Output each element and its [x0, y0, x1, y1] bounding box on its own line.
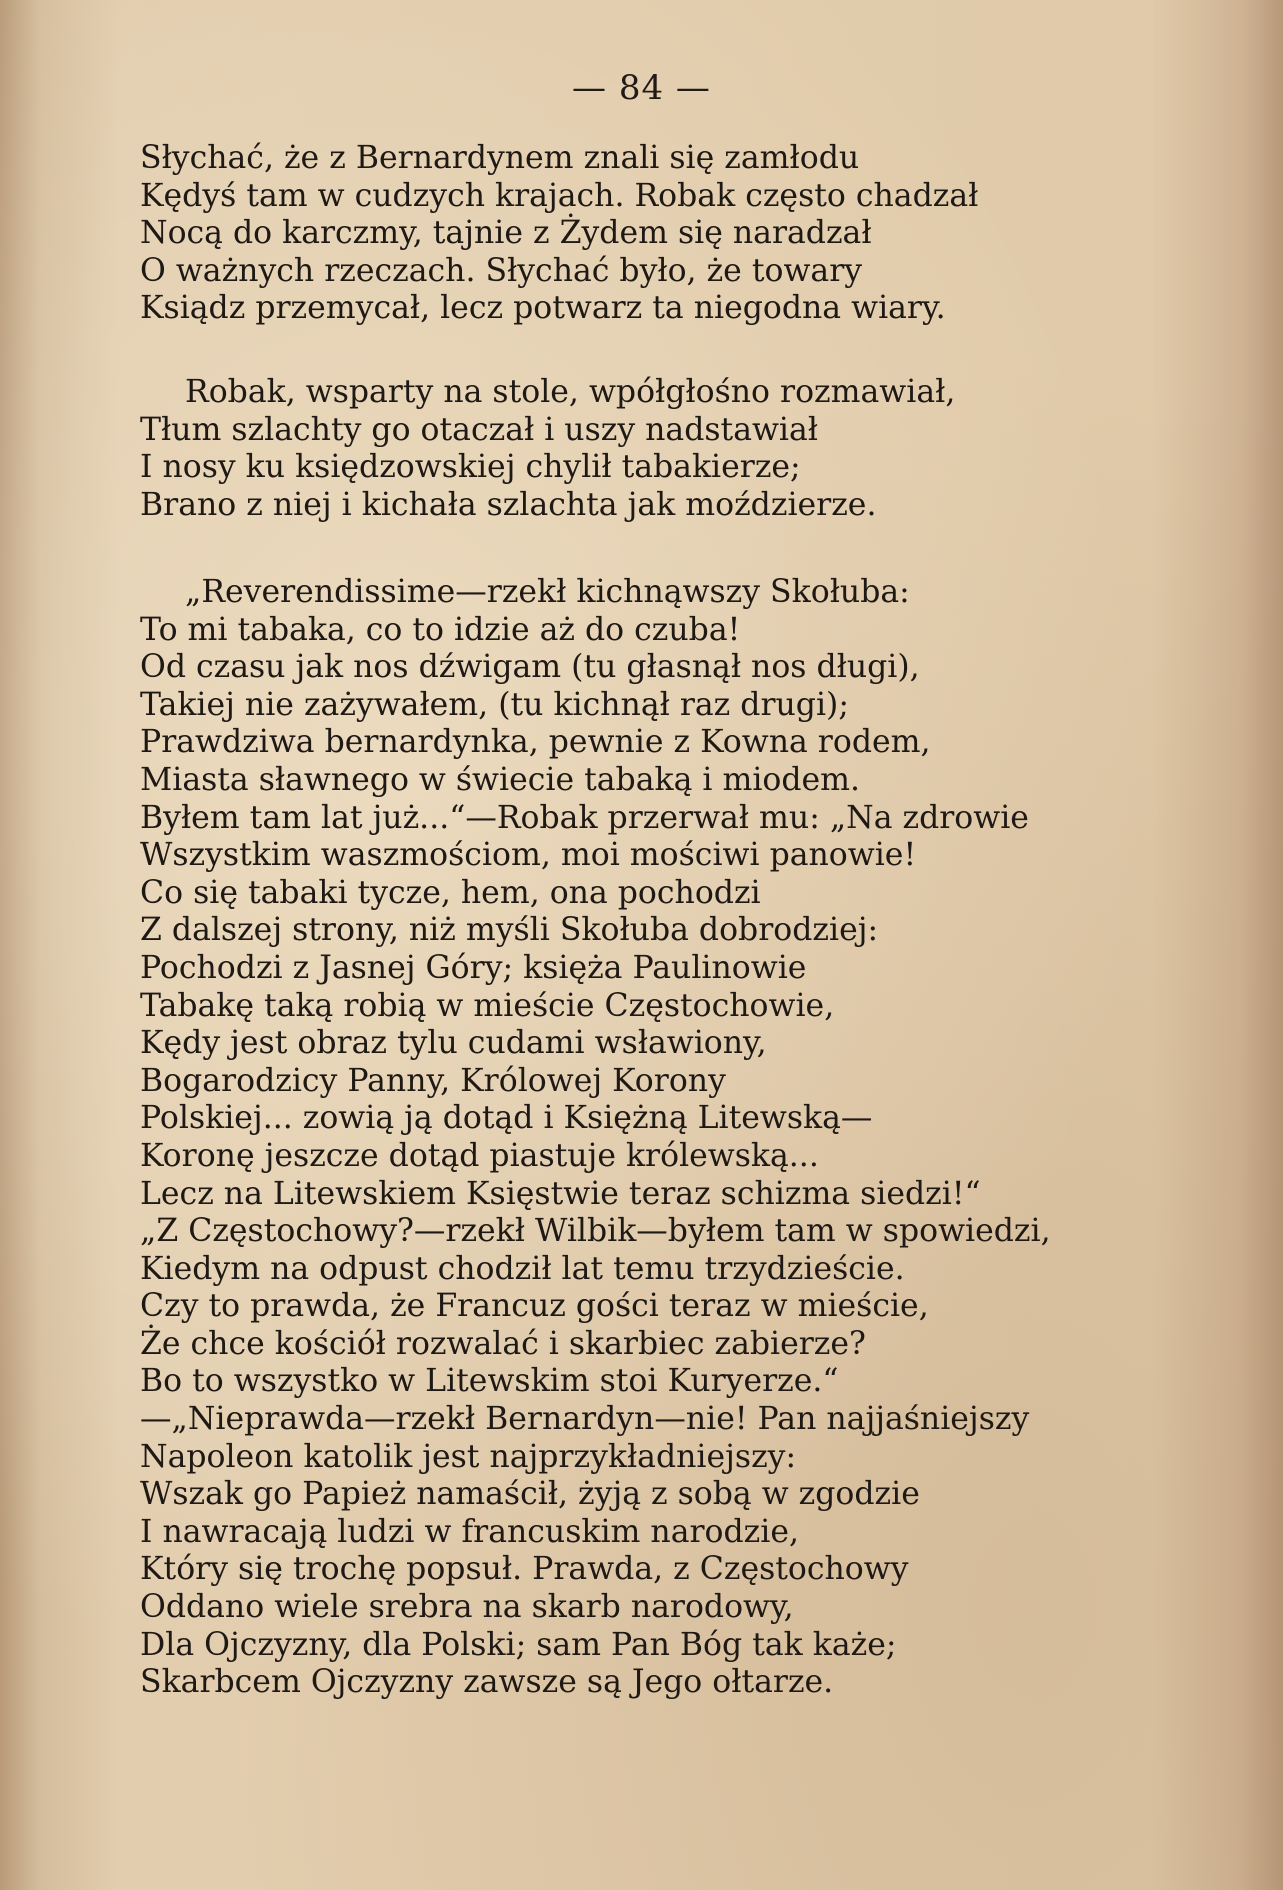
- verse-line: Kędy jest obraz tylu cudami wsławiony,: [140, 1025, 767, 1062]
- verse-line: Słychać, że z Bernardynem znali się zamłodu: [140, 140, 860, 176]
- verse-line: Takiej nie zażywałem, (tu kichnął raz drugi);: [140, 686, 849, 723]
- verse-line: To mi tabaka, co to idzie aż do czuba!: [140, 611, 741, 648]
- verse-line: Z dalszej strony, niż myśli Skołuba dobrodziej:: [140, 912, 879, 949]
- verse-line: Który się trochę popsuł. Prawda, z Częstochowy: [140, 1551, 909, 1588]
- verse-line: Brano z niej i kichała szlachta jak moździerze.: [140, 486, 877, 523]
- verse-line: Bogarodzicy Panny, Królowej Korony: [140, 1062, 726, 1099]
- verse-line: I nawracają ludzi w francuskim narodzie,: [140, 1513, 799, 1550]
- verse-line: Pochodzi z Jasnej Góry; księża Paulinowie: [140, 949, 807, 986]
- verse-line: Od czasu jak nos dźwigam (tu głasnął nos długi),: [140, 649, 920, 686]
- verse-line: „Z Częstochowy?—rzekł Wilbik—byłem tam w spowiedzi,: [140, 1213, 1051, 1250]
- verse-line: Wszystkim waszmościom, moi mościwi panowie!: [140, 837, 917, 874]
- verse-line: Że chce kościół rozwalać i skarbiec zabierze?: [140, 1325, 866, 1362]
- stanza-1: [140, 140, 1260, 328]
- verse-line: Prawdziwa bernardynka, pewnie z Kowna rodem,: [140, 724, 931, 761]
- verse-line: —„Nieprawda—rzekł Bernardyn—nie! Pan najjaśniejszy: [140, 1401, 1030, 1438]
- verse-line: Byłem tam lat już...“—Robak przerwał mu: „Na zdrowie: [140, 799, 1029, 836]
- verse-line: I nosy ku księdzowskiej chylił tabakierze;: [140, 449, 801, 486]
- verse-line: Dla Ojczyzny, dla Polski; sam Pan Bóg tak każe;: [140, 1626, 897, 1663]
- verse-line: Bo to wszystko w Litewskim stoi Kuryerze.“: [140, 1363, 839, 1400]
- verse-line: Wszak go Papież namaścił, żyją z sobą w zgodzie: [140, 1476, 920, 1513]
- verse-line: Polskiej... zowią ją dotąd i Księżną Litewską—: [140, 1100, 873, 1137]
- stanza-3: [140, 574, 1260, 1702]
- verse-line: Miasta sławnego w świecie tabaką i miodem.: [140, 761, 861, 798]
- verse-line: Tabakę taką robią w mieście Częstochowie,: [140, 987, 835, 1024]
- verse-line: Tłum szlachty go otaczał i uszy nadstawiał: [140, 411, 819, 448]
- verse-line: Kędyś tam w cudzych krajach. Robak często chadzał: [140, 177, 979, 214]
- verse-line: Nocą do karczmy, tajnie z Żydem się naradzał: [140, 215, 872, 252]
- verse-line: Kiedym na odpust chodził lat temu trzydzieście.: [140, 1250, 905, 1287]
- verse-line: Skarbcem Ojczyzny zawsze są Jego ołtarze.: [140, 1664, 834, 1701]
- verse-line: Oddano wiele srebra na skarb narodowy,: [140, 1589, 794, 1626]
- verse-line: Robak, wsparty na stole, wpółgłośno rozmawiał,: [185, 374, 956, 410]
- verse-line: Napoleon katolik jest najprzykładniejszy:: [140, 1438, 797, 1475]
- verse-line: „Reverendissime—rzekł kichnąwszy Skołuba:: [185, 574, 910, 610]
- verse-line: Co się tabaki tycze, hem, ona pochodzi: [140, 874, 761, 911]
- verse-line: Koronę jeszcze dotąd piastuje królewską...: [140, 1137, 819, 1174]
- stanza-2: [140, 374, 1260, 524]
- verse-line: Czy to prawda, że Francuz gości teraz w mieście,: [140, 1288, 929, 1325]
- verse-line: Lecz na Litewskiem Księstwie teraz schizma siedzi!“: [140, 1175, 981, 1212]
- verse-line: Ksiądz przemycał, lecz potwarz ta niegodna wiary.: [140, 290, 946, 327]
- page-number: — 84 —: [572, 68, 711, 108]
- verse-line: O ważnych rzeczach. Słychać było, że towary: [140, 252, 863, 289]
